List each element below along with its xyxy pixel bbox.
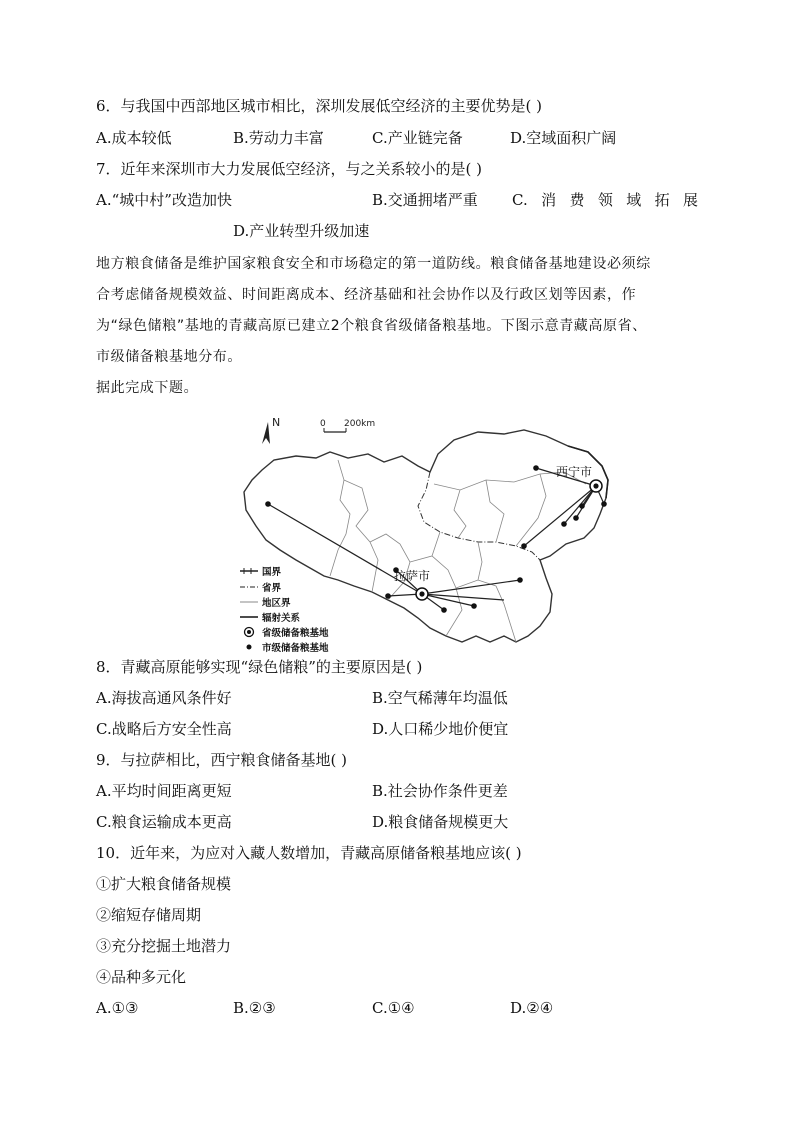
q7-option-c-char: 领 [597, 191, 613, 209]
q9-option-b[interactable]: B.社会协作条件更差 [372, 782, 508, 800]
q9-option-a[interactable]: A.平均时间距离更短 [96, 782, 232, 800]
q8-option-c[interactable]: C.战略后方安全性高 [96, 720, 232, 738]
passage-line-4: 市级储备粮基地分布。 [96, 349, 242, 365]
q10-item-1: ①扩大粮食储备规模 [96, 875, 232, 893]
q8-option-a[interactable]: A.海拔高通风条件好 [96, 689, 232, 707]
passage-line-2: 合考虑储备规模效益、时间距离成本、经济基础和社会协作以及行政区划等因素，作 [96, 287, 637, 303]
q7-option-c-char: 费 [569, 191, 585, 209]
q7-option-c-char: C. [512, 191, 528, 209]
q7-option-c-char: 拓 [654, 191, 670, 209]
legend-radiation: 辐射关系 [262, 613, 301, 624]
plateau-outline [244, 430, 608, 642]
q10-option-b[interactable]: B.②③ [233, 999, 276, 1017]
q7-option-c-char: 展 [682, 191, 698, 209]
legend-city-base: 市级储备粮基地 [262, 643, 329, 654]
q10-option-d[interactable]: D.②④ [510, 999, 554, 1017]
provincial-base-xining [590, 480, 602, 492]
q7-option-c[interactable] [512, 190, 698, 210]
q7-option-d[interactable]: D.产业转型升级加速 [233, 222, 370, 240]
question-8-stem: 8．青藏高原能够实现“绿色储粮”的主要原因是( ) [96, 658, 423, 676]
scale-zero: 0 [320, 419, 326, 429]
q9-option-c[interactable]: C.粮食运输成本更高 [96, 813, 232, 831]
legend-provincial-base: 省级储备粮基地 [262, 628, 329, 639]
question-10-stem: 10．近年来，为应对入藏人数增加，青藏高原储备粮基地应该( ) [96, 844, 522, 862]
north-label: N [272, 416, 281, 429]
q10-option-c[interactable]: C.①④ [372, 999, 415, 1017]
q10-item-3: ③充分挖掘土地潜力 [96, 937, 232, 955]
question-6-stem: 6．与我国中西部地区城市相比，深圳发展低空经济的主要优势是( ) [96, 97, 543, 115]
qinghai-tibet-map [234, 410, 624, 655]
q10-item-4: ④品种多元化 [96, 968, 187, 986]
q7-option-a[interactable]: A.“城中村”改造加快 [96, 191, 232, 209]
passage-instruction: 据此完成下题。 [96, 380, 199, 396]
q7-option-c-char: 消 [541, 191, 557, 209]
question-9-stem: 9．与拉萨相比，西宁粮食储备基地( ) [96, 751, 348, 769]
q6-option-a[interactable]: A.成本较低 [96, 129, 172, 147]
legend-national-border: 国界 [262, 567, 282, 578]
q8-option-b[interactable]: B.空气稀薄年均温低 [372, 689, 508, 707]
legend-province-border: 省界 [262, 583, 282, 594]
q7-option-c-char: 域 [626, 191, 642, 209]
legend-district-border: 地区界 [262, 598, 291, 609]
q9-option-d[interactable]: D.粮食储备规模更大 [372, 813, 509, 831]
map-legend [240, 566, 329, 654]
q6-option-c[interactable]: C.产业链完备 [372, 129, 463, 147]
city-label-lhasa: 拉萨市 [394, 569, 431, 583]
passage-line-3: 为“绿色储粮”基地的青藏高原已建立2个粮食省级储备粮基地。下图示意青藏高原省、 [96, 318, 647, 334]
q10-option-a[interactable]: A.①③ [96, 999, 139, 1017]
city-label-xining: 西宁市 [556, 465, 593, 479]
q8-option-d[interactable]: D.人口稀少地价便宜 [372, 720, 509, 738]
passage-line-1: 地方粮食储备是维护国家粮食安全和市场稳定的第一道防线。粮食储备基地建设必须综 [96, 256, 651, 272]
scale-label: 200km [344, 419, 376, 429]
q6-option-d[interactable]: D.空域面积广阔 [510, 129, 617, 147]
north-arrow-icon [262, 422, 270, 444]
provincial-base-lhasa [416, 588, 428, 600]
q10-item-2: ②缩短存储周期 [96, 906, 202, 924]
q6-option-b[interactable]: B.劳动力丰富 [233, 129, 324, 147]
question-7-stem: 7．近年来深圳市大力发展低空经济，与之关系较小的是( ) [96, 160, 483, 178]
q7-option-b[interactable]: B.交通拥堵严重 [372, 191, 478, 209]
